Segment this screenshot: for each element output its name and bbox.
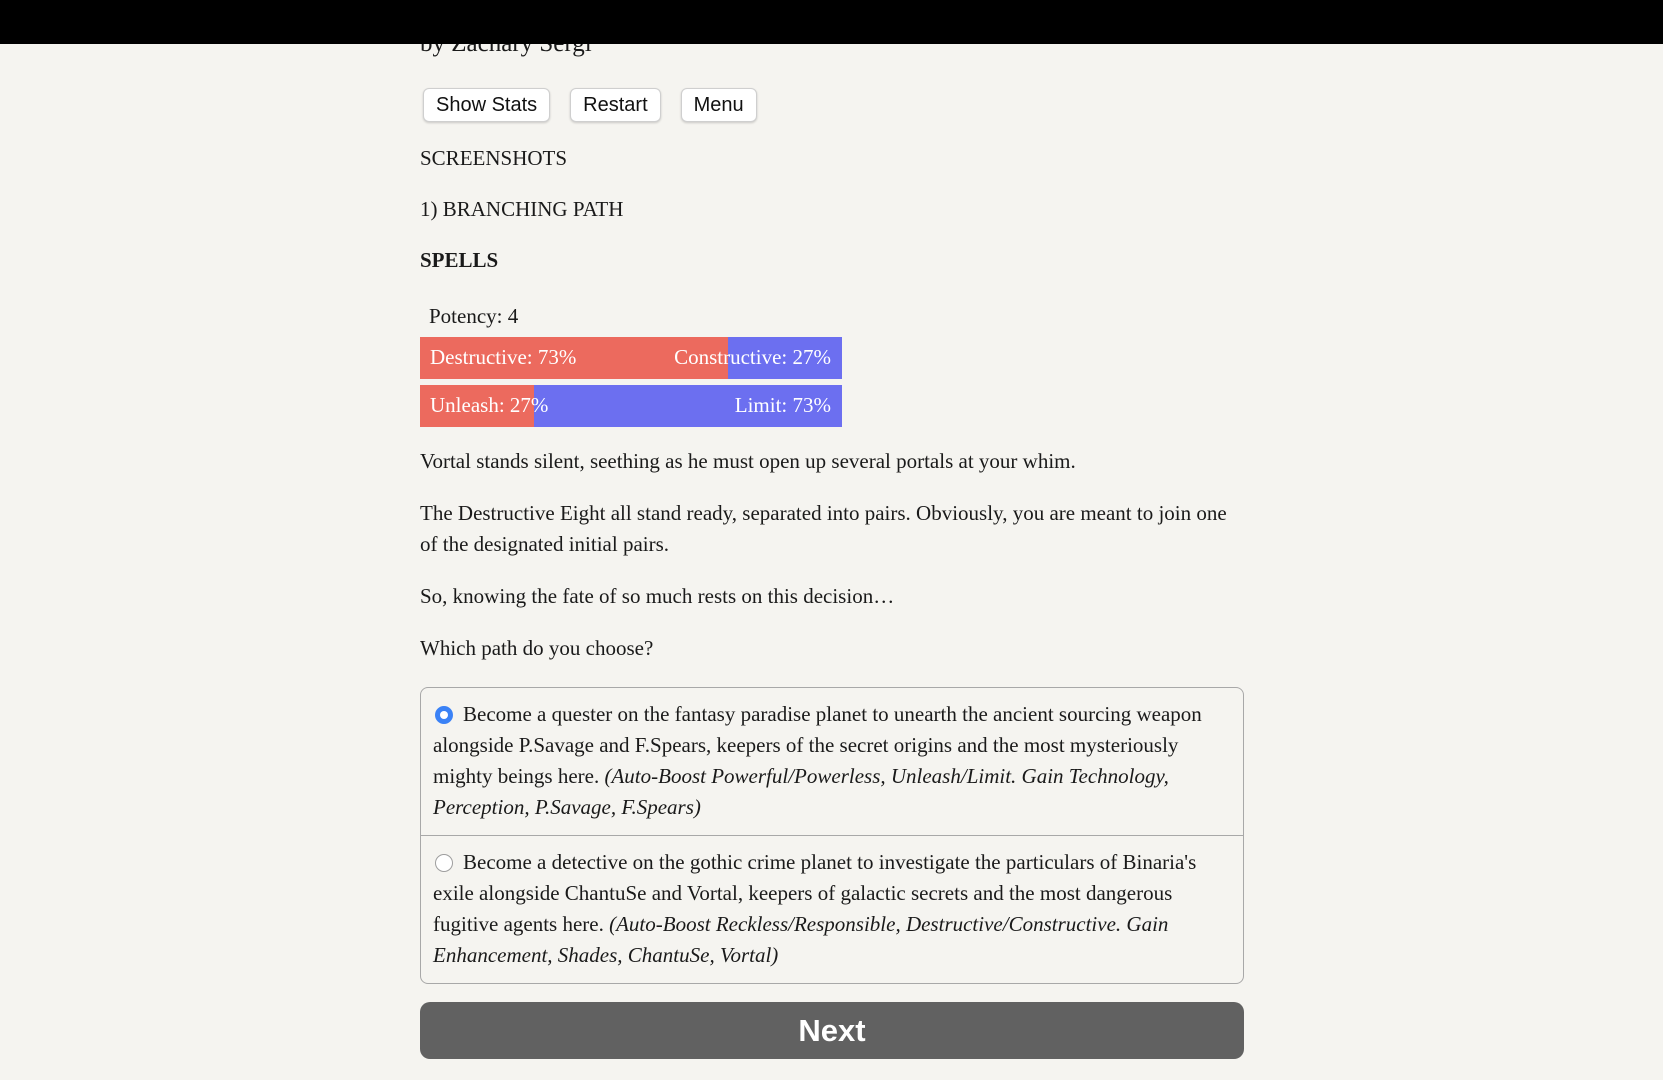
stats-panel	[420, 302, 842, 433]
bar-right-label: Constructive: 27%	[674, 345, 831, 369]
choice-list	[420, 687, 1244, 984]
choice-text: Become a quester on the fantasy paradise planet to unearth the ancient sourcing weapon alongside P.Savage and F.Spears, keepers of the secret origins and the most mysteriously mighty beings here.	[433, 702, 1202, 788]
choice-effects: (Auto-Boost Reckless/Responsible, Destructive/Constructive. Gain Enhancement, Shades, ChantuSe, Vortal)	[433, 912, 1169, 967]
question-text: Which path do you choose?	[420, 636, 654, 660]
bar-right-label: Limit: 73%	[734, 393, 831, 417]
opposed-stat-bar-destructive	[420, 337, 842, 379]
radio-button[interactable]	[435, 854, 453, 872]
next-button[interactable]: Next	[420, 1002, 1244, 1059]
bar-left-label: Destructive: 73%	[430, 345, 577, 369]
choice-option[interactable]	[421, 835, 1243, 983]
story-paragraph: The Destructive Eight all stand ready, separated into pairs. Obviously, you are meant to join one of the designated initial pairs.	[420, 501, 1227, 556]
top-black-bar	[0, 0, 1663, 44]
show-stats-button[interactable]: Show Stats	[423, 88, 550, 122]
choice-text: Become a detective on the gothic crime planet to investigate the particulars of Binaria's exile alongside ChantuSe and Vortal, keepers of galactic secrets and the most dangerous fugitive agents here.	[433, 850, 1197, 936]
radio-button[interactable]	[435, 706, 453, 724]
restart-button[interactable]: Restart	[570, 88, 660, 122]
stats-heading: SPELLS	[420, 248, 499, 272]
subsection-title: 1) BRANCHING PATH	[420, 197, 624, 221]
story-paragraph: So, knowing the fate of so much rests on this decision…	[420, 584, 895, 608]
opposed-stat-bar-unleash	[420, 385, 842, 427]
choice-option[interactable]	[421, 688, 1243, 835]
bar-left-label: Unleash: 27%	[430, 393, 549, 417]
choice-effects: (Auto-Boost Powerful/Powerless, Unleash/Limit. Gain Technology, Perception, P.Savage, F.Spears)	[433, 764, 1169, 819]
story-paragraph: Vortal stands silent, seething as he must open up several portals at your whim.	[420, 449, 1076, 473]
section-title: SCREENSHOTS	[420, 146, 568, 170]
potency-stat: Potency: 4	[429, 304, 519, 328]
menu-button[interactable]: Menu	[681, 88, 757, 122]
toolbar	[423, 88, 757, 122]
